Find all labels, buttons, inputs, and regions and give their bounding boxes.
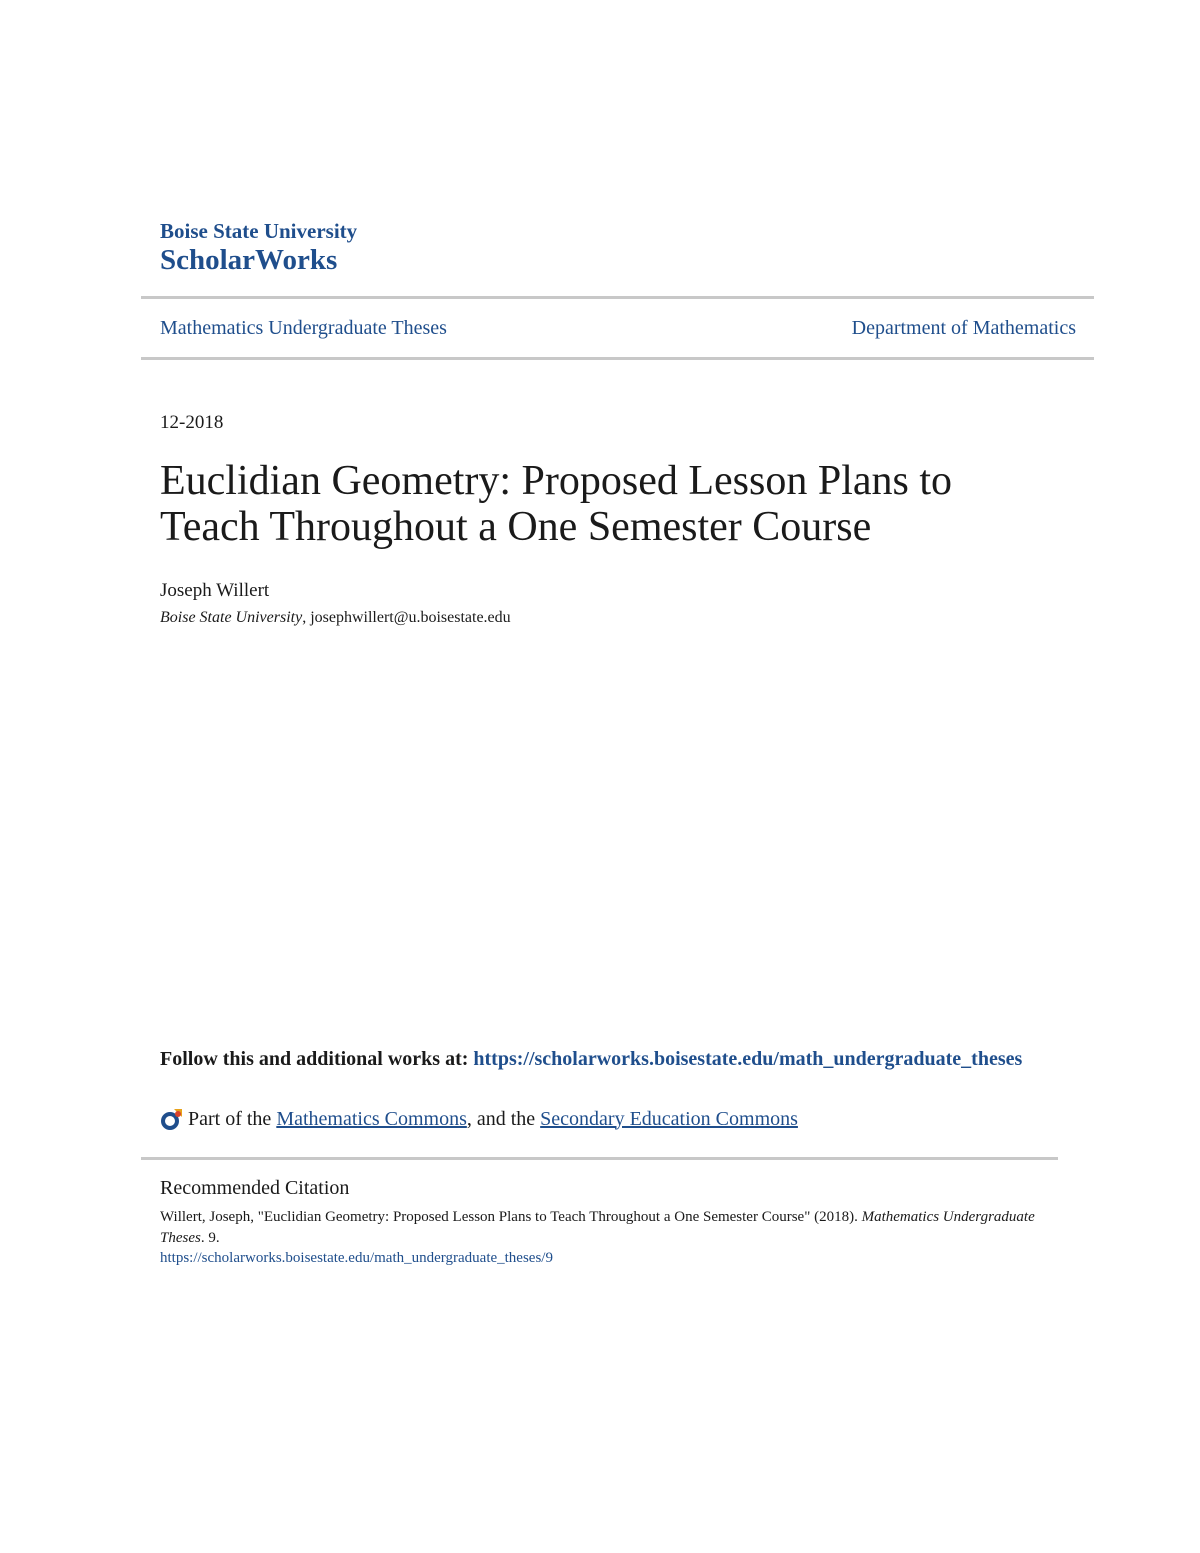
institution-name[interactable]: Boise State University (160, 219, 358, 243)
bepress-network-icon (160, 1107, 184, 1131)
affiliation-institution: Boise State University (160, 609, 303, 626)
affiliation-email: , josephwillert@u.boisestate.edu (302, 609, 511, 626)
secondary-education-commons-link[interactable]: Secondary Education Commons (540, 1107, 798, 1130)
citation-text (160, 1207, 1040, 1249)
mathematics-commons-link[interactable]: Mathematics Commons (276, 1107, 467, 1130)
citation-heading: Recommended Citation (160, 1177, 350, 1199)
part-of-prefix: Part of the (188, 1107, 272, 1130)
nav-divider (141, 357, 1094, 360)
publication-date: 12-2018 (160, 412, 224, 433)
follow-url-link[interactable]: https://scholarworks.boisestate.edu/math_undergraduate_theses (473, 1048, 1023, 1070)
repository-name[interactable]: ScholarWorks (160, 244, 338, 276)
part-of-middle: , and the (466, 1107, 536, 1130)
author-name: Joseph Willert (160, 580, 270, 601)
series-link[interactable]: Mathematics Undergraduate Theses (160, 317, 447, 339)
citation-number: . 9. (200, 1230, 220, 1246)
document-title: Euclidian Geometry: Proposed Lesson Plans to Teach Throughout a One Semester Course (160, 458, 953, 550)
follow-label: Follow this and additional works at: (160, 1048, 469, 1070)
citation-divider (141, 1157, 1058, 1160)
citation-main: Willert, Joseph, "Euclidian Geometry: Proposed Lesson Plans to Teach Throughout a One Semester Course" (2018). (160, 1209, 858, 1225)
part-of-block (160, 1107, 798, 1131)
author-affiliation (160, 609, 511, 627)
citation-url-link[interactable]: https://scholarworks.boisestate.edu/math_undergraduate_theses/9 (160, 1250, 553, 1266)
top-divider (141, 296, 1094, 299)
citation-series: Mathematics Undergraduate Theses (160, 1209, 1035, 1246)
department-link[interactable]: Department of Mathematics (851, 317, 1076, 339)
follow-block (160, 1045, 1060, 1074)
